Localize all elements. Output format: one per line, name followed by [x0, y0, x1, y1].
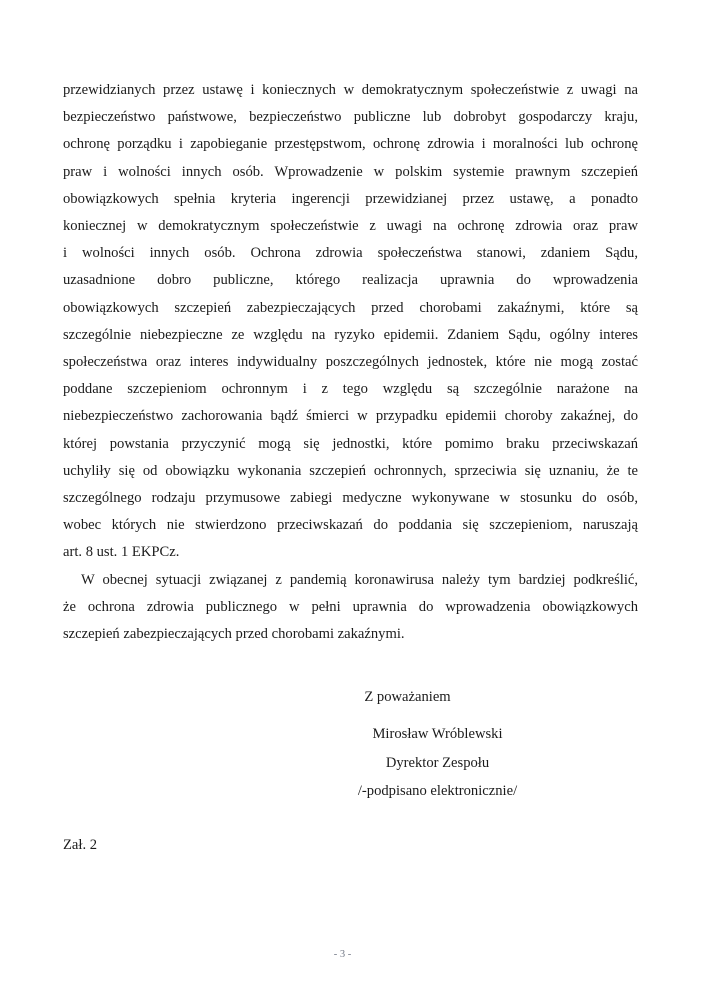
- body-paragraph: [63, 567, 638, 649]
- text-line: koniecznej w demokratycznym społeczeństwie z uwagi na ochronę zdrowia oraz praw: [63, 218, 638, 235]
- text-line: W obecnej sytuacji związanej z pandemią koronawirusa należy tym bardziej podkreślić,: [81, 571, 638, 588]
- text-line: ochronę porządku i zapobieganie przestępstwom, ochronę zdrowia i moralności lub ochronę: [63, 136, 638, 153]
- text-line: szczególnego rodzaju przymusowe zabiegi medyczne wykonywane w stosunku do osób,: [63, 490, 638, 507]
- text-line: art. 8 ust. 1 EKPCz.: [63, 544, 180, 561]
- text-line: społeczeństwa oraz interes indywidualny poszczególnych jednostek, które nie mogą zostać: [63, 354, 638, 371]
- body-paragraph: [63, 77, 638, 567]
- text-line: wobec których nie stwierdzono przeciwskazań do poddania się szczepieniom, naruszają: [63, 517, 638, 534]
- text-line: uchyliły się od obowiązku wykonania szczepień ochronnych, sprzeciwia się uznaniu, że te: [63, 462, 638, 479]
- text-line: praw i wolności innych osób. Wprowadzenie w polskim systemie prawnym szczepień: [63, 163, 638, 180]
- text-line: szczególnie niebezpieczne ze względu na ryzyko epidemii. Zdaniem Sądu, ogólny interes: [63, 326, 638, 343]
- text-line: szczepień zabezpieczających przed chorobami zakaźnymi.: [63, 626, 405, 643]
- signatory-name: Mirosław Wróblewski: [372, 726, 503, 743]
- attachment-note: Zał. 2: [63, 836, 98, 853]
- text-line: obowiązkowych szczepień zabezpieczających przed chorobami zakaźnymi, które są: [63, 299, 638, 316]
- text-line: bezpieczeństwo państwowe, bezpieczeństwo publiczne lub dobrobyt gospodarczy kraju,: [63, 109, 638, 126]
- letter-body: [63, 77, 638, 859]
- closing-salutation: Z poważaniem: [364, 689, 451, 706]
- text-line: i wolności innych osób. Ochrona zdrowia społeczeństwa stanowi, zdaniem Sądu,: [63, 245, 638, 262]
- closing-block: [63, 684, 638, 805]
- page-footer: [55, 948, 630, 962]
- page-number: - 3 -: [333, 949, 352, 960]
- text-line: że ochrona zdrowia publicznego w pełni uprawnia do wprowadzenia obowiązkowych: [63, 598, 638, 615]
- text-line: niebezpieczeństwo zachorowania bądź śmierci w przypadku epidemii choroby zakaźnej, do: [63, 408, 638, 425]
- text-line: poddane szczepieniom ochronnym i z tego względu są szczególnie narażone na: [63, 381, 638, 398]
- electronic-signature-note: /-podpisano elektronicznie/: [357, 783, 518, 800]
- text-line: przewidzianych przez ustawę i koniecznych w demokratycznym społeczeństwie z uwagi na: [63, 82, 638, 98]
- text-line: uzasadnione dobro publiczne, którego realizacja uprawnia do wprowadzenia: [63, 272, 638, 289]
- signatory-title: Dyrektor Zespołu: [385, 754, 490, 771]
- text-line: której powstania przyczynić mogą się jednostki, które pomimo braku przeciwskazań: [63, 435, 638, 452]
- signature-block: [63, 720, 638, 805]
- text-line: obowiązkowych spełnia kryteria ingerencji przewidzianej przez ustawę, a ponadto: [63, 190, 638, 207]
